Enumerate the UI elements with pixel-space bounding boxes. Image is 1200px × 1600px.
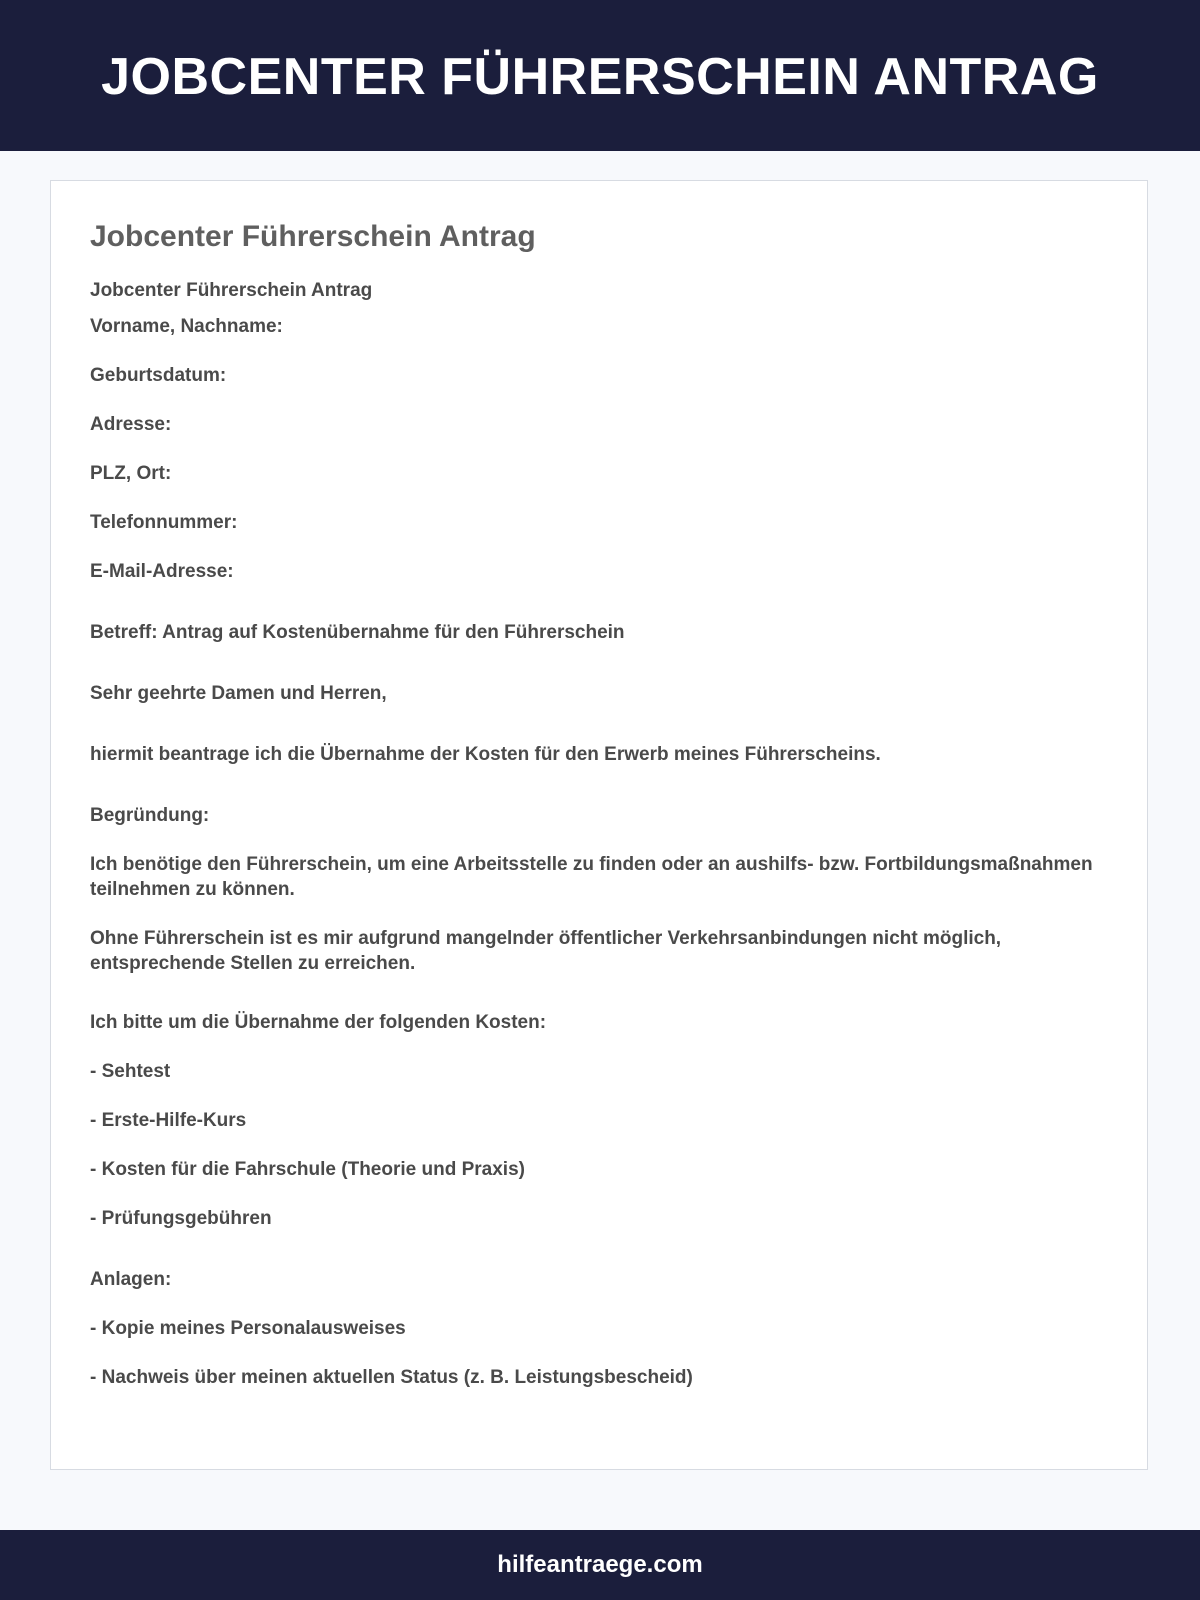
attachments-heading: Anlagen: (90, 1269, 172, 1290)
cost-item: - Sehtest (90, 1061, 171, 1082)
costs-heading: Ich bitte um die Übernahme der folgenden Kosten: (90, 1012, 547, 1033)
attachment-item: - Kopie meines Personalausweises (90, 1318, 406, 1339)
footer-site-name: hilfeantraege.com (497, 1551, 703, 1578)
field-birthdate: Geburtsdatum: (90, 365, 227, 386)
subject-line: Betreff: Antrag auf Kostenübernahme für den Führerschein (90, 622, 625, 643)
document-card (50, 180, 1148, 1470)
reason-paragraph-1: Ich benötige den Führerschein, um eine Arbeitsstelle zu finden oder an aushilfs- bzw. Fortbildungsmaßnahmen teilnehmen zu können. (90, 854, 1093, 900)
attachment-item: - Nachweis über meinen aktuellen Status (z. B. Leistungsbescheid) (90, 1367, 693, 1388)
reason-paragraph-2: Ohne Führerschein ist es mir aufgrund mangelnder öffentlicher Verkehrsanbindungen nicht möglich, entsprechende Stellen zu erreichen. (90, 928, 1002, 974)
field-name: Vorname, Nachname: (90, 316, 283, 337)
salutation: Sehr geehrte Damen und Herren, (90, 683, 387, 704)
intro-paragraph: hiermit beantrage ich die Übernahme der Kosten für den Erwerb meines Führerscheins. (90, 744, 881, 765)
reason-heading: Begründung: (90, 805, 210, 826)
field-phone: Telefonnummer: (90, 512, 238, 533)
cost-item: - Erste-Hilfe-Kurs (90, 1110, 247, 1131)
cost-item: - Kosten für die Fahrschule (Theorie und Praxis) (90, 1159, 525, 1180)
cost-item: - Prüfungsgebühren (90, 1208, 272, 1229)
page-footer (0, 1530, 1200, 1600)
field-address: Adresse: (90, 414, 172, 435)
field-email: E-Mail-Adresse: (90, 561, 234, 582)
document-title: Jobcenter Führerschein Antrag (90, 220, 536, 253)
page-header (0, 0, 1200, 151)
header-title: JOBCENTER FÜHRERSCHEIN ANTRAG (101, 47, 1099, 106)
document-subtitle: Jobcenter Führerschein Antrag (90, 280, 373, 301)
field-zip-city: PLZ, Ort: (90, 463, 172, 484)
